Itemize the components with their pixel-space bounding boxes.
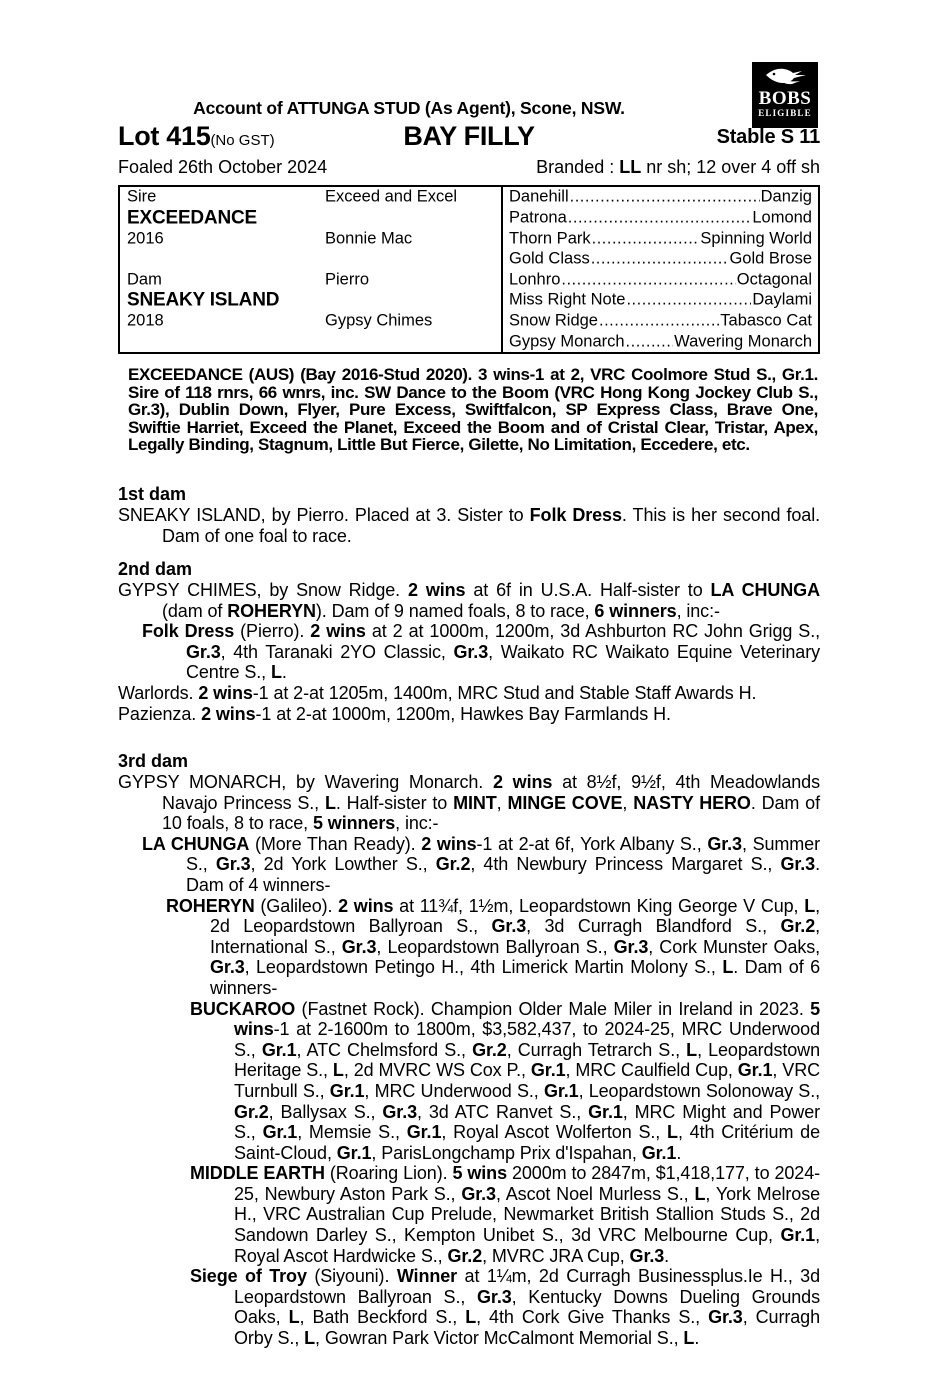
- pedigree-row: [120, 208, 818, 229]
- pedigree-row: [120, 311, 818, 332]
- sire-year: 2016: [127, 229, 164, 248]
- progeny-entry: LA CHUNGA (More Than Ready). 2 wins-1 at 2-at 6f, York Albany S., Gr.3, Summer S., Gr.3, 2d York Lowther S., Gr.2, 4th Newbury Princess Margaret S., Gr.3. Dam of 4 winners-: [142, 833, 820, 895]
- foaled-date: Foaled 26th October 2024: [118, 157, 328, 177]
- pedigree-row: [120, 187, 818, 208]
- account-line: Account of ATTUNGA STUD (As Agent), Scone, NSW.: [193, 98, 625, 118]
- progeny-entry: BUCKAROO (Fastnet Rock). Champion Older Male Miler in Ireland in 2023. 5 wins-1 at 2-1600m to 1800m, $3,582,437, to 2024-25, MRC Underwood S., Gr.1, ATC Chelmsford S., Gr.2, Curragh Tetrarch S., L, Leopardstown Heritage S., L, 2d MVRC WS Cox P., Gr.1, MRC Caulfield Cup, Gr.1, VRC Turnbull S., Gr.1, MRC Underwood S., Gr.1, Leopardstown Solonoway S., Gr.2, Ballysax S., Gr.3, 3d ATC Ranvet S., Gr.1, MRC Might and Power S., Gr.1, Memsie S., Gr.1, Royal Ascot Wolferton S., L, 4th Critérium de Saint-Cloud, Gr.1, ParisLongchamp Prix d'Ispahan, Gr.1.: [190, 998, 821, 1163]
- bobs-wordmark: BOBS: [758, 88, 812, 109]
- dam-label: Dam: [127, 270, 162, 289]
- pedigree-gp-8: Gypsy Monarch ..... Wavering Monarch: [509, 332, 812, 351]
- sire-summary: EXCEEDANCE (AUS) (Bay 2016-Stud 2020). 3 wins-1 at 2, VRC Coolmore Stud S., Gr.1. Sire of 118 rnrs, 66 wnrs, inc. SW Dance to the Boom (VRC Hong Kong Jockey Club S., Gr.3), Dublin Down, Flyer, Pure Excess, Swiftfalcon, SP Express Class, Brave One, Swiftie Harriet, Exceed the Planet, Exceed the Boom and of Cristal Clear, Tristar, Apex, Legally Binding, Stagnum, Little But Fierce, Gilette, No Limitation, Eccedere, etc.: [128, 365, 818, 455]
- lot-number-text: Lot 415: [118, 121, 211, 151]
- pedigree-table: [118, 185, 820, 354]
- pedigree-row: [120, 270, 818, 291]
- pedigree-gp-1: Danehill ..... Danzig: [509, 188, 812, 207]
- branded-label: Branded :: [536, 157, 620, 177]
- first-dam-block: [118, 483, 820, 546]
- stable-number: Stable S 11: [716, 126, 820, 148]
- dam-year: 2018: [127, 311, 164, 330]
- third-dam-block: [118, 750, 820, 1349]
- progeny-entry: Warlords. 2 wins-1 at 2-at 1205m, 1400m, MRC Stud and Stable Staff Awards H.: [118, 682, 757, 703]
- third-dam-heading: 3rd dam: [118, 751, 189, 771]
- dam-dam-name: Gypsy Chimes: [325, 311, 433, 330]
- pedigree-row: [120, 228, 818, 249]
- dam-name: SNEAKY ISLAND: [127, 289, 280, 311]
- branded-code: LL: [619, 157, 642, 177]
- bobs-eligible-text: ELIGIBLE: [758, 108, 812, 118]
- progeny-entry: Folk Dress (Pierro). 2 wins at 2 at 1000m, 1200m, 3d Ashburton RC John Grigg S., Gr.3, 4th Taranaki 2YO Classic, Gr.3, Waikato RC Waikato Equine Veterinary Centre S., L.: [142, 621, 821, 683]
- progeny-entry: MIDDLE EARTH (Roaring Lion). 5 wins 2000m to 2847m, $1,418,177, to 2024-25, Newbury Aston Park S., Gr.3, Ascot Noel Murless S., L, York Melrose H., VRC Australian Cup Prelude, Newmarket British Stallion Studs S., 2d Sandown Darley S., Kempton Unibet S., 3d VRC Melbourne Cup, Gr.1, Royal Ascot Hardwicke S., Gr.2, MVRC JRA Cup, Gr.3.: [190, 1163, 821, 1266]
- pedigree-row: [120, 249, 818, 270]
- third-dam-text: GYPSY MONARCH, by Wavering Monarch. 2 wins at 8½f, 9½f, 4th Meadowlands Navajo Princess S., L. Half-sister to MINT, MINGE COVE, NASTY HERO. Dam of 10 foals, 8 to race, 5 winners, inc:-: [118, 772, 820, 834]
- second-dam-text: GYPSY CHIMES, by Snow Ridge. 2 wins at 6f in U.S.A. Half-sister to LA CHUNGA (dam of ROHERYN). Dam of 9 named foals, 8 to race, 6 winners, inc:-: [118, 580, 820, 621]
- brand-description: [536, 155, 820, 179]
- sire-dam-name: Bonnie Mac: [325, 229, 413, 248]
- sire-name: EXCEEDANCE: [127, 207, 257, 229]
- gst-note: (No GST): [210, 132, 275, 149]
- pedigree-row: [120, 290, 818, 311]
- progeny-entry: Pazienza. 2 wins-1 at 2-at 1000m, 1200m, Hawkes Bay Farmlands H.: [118, 703, 671, 724]
- pedigree-row: [120, 331, 818, 352]
- third-dam-progeny-list: [118, 834, 820, 1349]
- pedigree-gp-6: Miss Right Note ..... Daylami: [509, 291, 812, 310]
- first-dam-text: SNEAKY ISLAND, by Pierro. Placed at 3. Sister to Folk Dress. This is her second foal. Dam of one foal to race.: [118, 505, 820, 546]
- sire-sire-name: Exceed and Excel: [325, 187, 458, 206]
- second-dam-heading: 2nd dam: [118, 559, 193, 579]
- lot-header-row: [118, 121, 820, 155]
- branded-rest: nr sh; 12 over 4 off sh: [641, 157, 820, 177]
- dam-sire-name: Pierro: [325, 270, 370, 289]
- foaled-branded-row: [118, 155, 820, 181]
- pedigree-gp-4: Gold Class ..... Gold Brose: [509, 250, 812, 269]
- pedigree-gp-5: Lonhro ..... Octagonal: [509, 270, 812, 289]
- pedigree-gp-3: Thorn Park ..... Spinning World: [509, 229, 812, 248]
- pedigree-gp-2: Patrona ..... Lomond: [509, 208, 812, 227]
- horse-head-icon: [762, 66, 808, 88]
- sire-label: Sire: [127, 187, 157, 206]
- pedigree-gp-7: Snow Ridge ..... Tabasco Cat: [509, 312, 812, 331]
- first-dam-heading: 1st dam: [118, 484, 187, 504]
- second-dam-block: [118, 558, 820, 724]
- second-dam-progeny-list: [118, 621, 820, 724]
- sex-and-colour: BAY FILLY: [403, 121, 535, 151]
- progeny-entry: ROHERYN (Galileo). 2 wins at 11¾f, 1½m, Leopardstown King George V Cup, L, 2d Leopardstown Ballyroan S., Gr.3, 3d Curragh Blandford S., Gr.2, International S., Gr.3, Leopardstown Ballyroan S., Gr.3, Cork Munster Oaks, Gr.3, Leopardstown Petingo H., 4th Limerick Martin Molony S., L. Dam of 6 winners-: [166, 895, 821, 998]
- progeny-entry: Siege of Troy (Siyouni). Winner at 1¼m, 2d Curragh Businessplus.Ie H., 3d Leopardstown Ballyroan S., Gr.3, Kentucky Downs Dueling Grounds Oaks, L, Bath Beckford S., L, 4th Cork Give Thanks S., Gr.3, Curragh Orby S., L, Gowran Park Victor McCalmont Memorial S., L.: [190, 1266, 821, 1349]
